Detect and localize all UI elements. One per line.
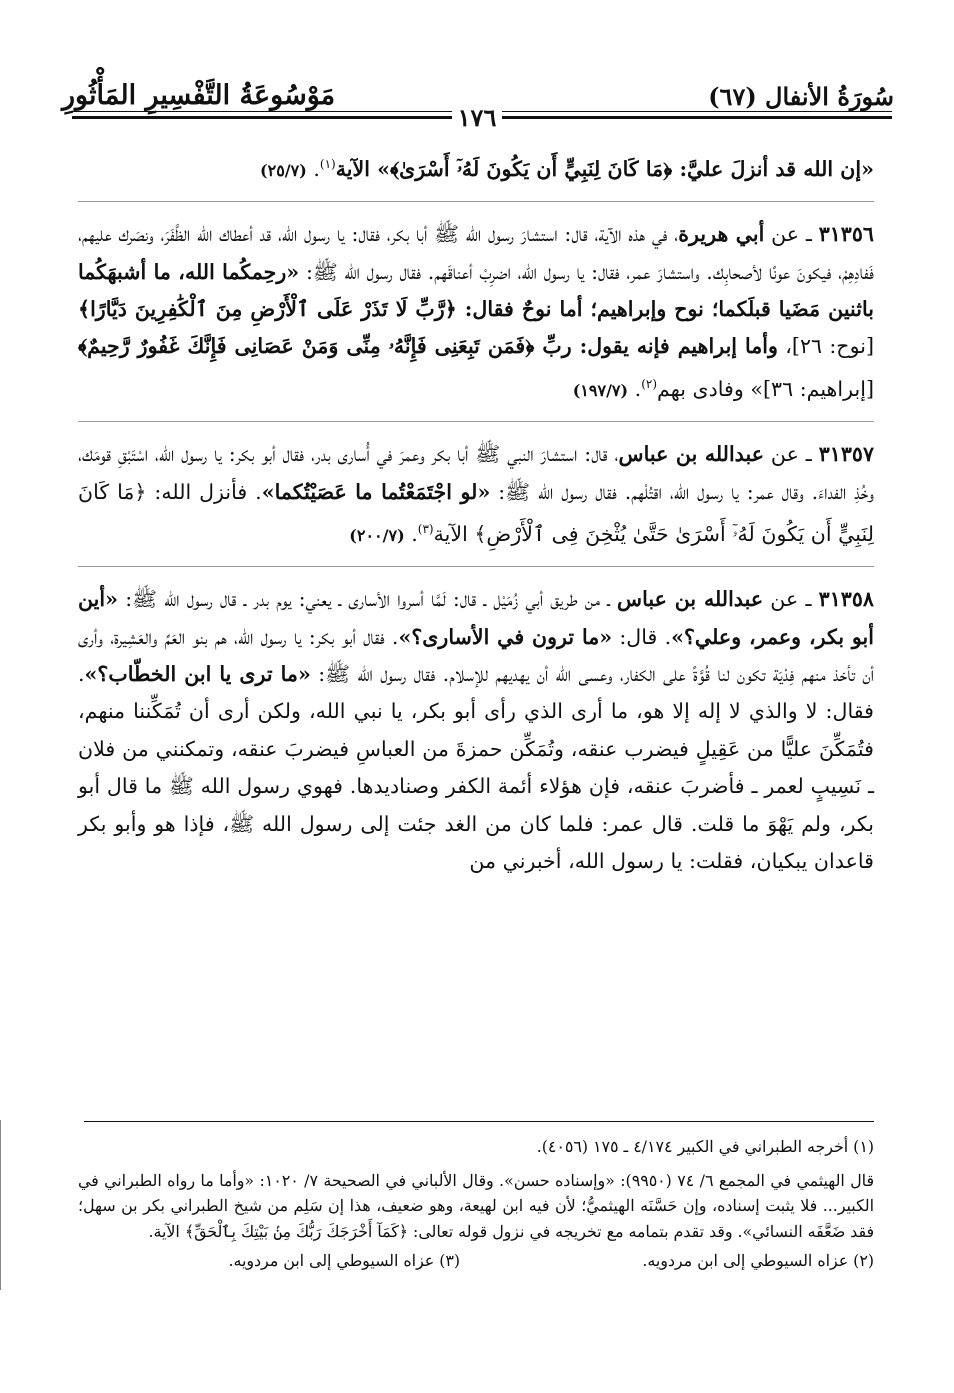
text-run: ، في هذه الآية، قال: استشارَ رسول الله ﷺ أبا بكر، فقال: يا رسول الله، قد أعطاك الله الظَّفَرَ، ونصَرك عليهم، فَفادِهِمْ، فيكونَ عونًا لأصحابِك. واستشارَ عمر، فقال: يا رسول الله، اضرِبْ أعناقَهم. فقال رسول الله ﷺ: [78, 222, 874, 284]
hadith-31356 [78, 216, 874, 409]
text-run: ـ عن [764, 442, 819, 467]
intro-tail: . [313, 156, 320, 181]
prophet-quote: «رحِمكُما الله، ما أشبهَكُما باثنين مَضَيا قبلَكما؛ نوح وإبراهيم؛ أما نوحٌ فقال: ﴿رَّبِّ لَا تَذَرْ عَلَى ٱلْأَرْضِ مِنَ ٱلْكَٰفِرِينَ دَيَّارًا﴾ [78, 259, 874, 322]
page-number: ١٧٦ [452, 103, 503, 132]
text-run: . فقال: لا والذي لا إله إلا هو، ما أرى الذي رأى أبو بكر، يا نبي الله، ولكن أرى أن تُمَكِّننا منهم، فتُمَكِّنَ عليًّا من عَقِيلٍ فيضرب عنقه، وتُمَكِّن حمزةَ من العباسِ فيضربَ عنقه، وتمكنني من فلان ـ نَسِيبٍ لعمر ـ فأضربَ عنقه، فإن هؤلاء أئمة الكفر وصناديدها. فهوي رسول الله ﷺ ما قال أبو بكر، ولم يَهْوَ ما قلت. قال عمر: فلما كان من الغد جئت إلى رسول الله ﷺ، فإذا هو وأبو بكر قاعدان يبكيان، فقلت: يا رسول الله، أخبرني من [78, 662, 874, 874]
text-run: . [404, 521, 418, 546]
footnote-marker: (٢) [641, 376, 658, 391]
text-run: . فقال أبو بكر: يا رسول الله، هم بنو العَمِّ والعَشِيرة، وأرى أن تأخذ منهم فِدْيَة تكون لنا قُوَّةً على الكفار، وعسى الله أن يهديهم للإسلام. فقال رسول الله ﷺ: [78, 624, 874, 687]
footnote-marker: (٣) [417, 521, 434, 536]
text-run: [إبراهيم: ٣٦]» وفادى بهم [657, 376, 874, 401]
intro-text: «إن الله قد أنزلَ عليَّ: ﴿مَا كَانَ لِنَبِيٍّ أَن يَكُونَ لَهُۥٓ أَسْرَىٰ﴾» الآية [335, 156, 874, 181]
footnote-1: (١) أخرجه الطبراني في الكبير ٤/١٧٤ ـ ١٧٥ (٤٠٥٦). [536, 1137, 874, 1156]
footnote-marker: (١) [319, 157, 336, 171]
text-run: ـ عن [763, 587, 819, 612]
text-run: ـ من طريق أبي زُمَيْل ـ قال: لَمَّا أسروا الأسارى ـ يعني: يوم بدر ـ قال رسول الله ﷺ: [118, 587, 617, 612]
separator [78, 201, 874, 202]
prophet-quote: وأما إبراهيم فإنه يقول: ربِّ ﴿فَمَن تَبِعَنِى فَإِنَّهُۥ مِنِّى وَمَنْ عَصَانِى فَإِنَّكَ غَفُورٌ رَّحِيمٌ﴾ [78, 334, 778, 359]
intro-paragraph [78, 146, 874, 189]
hadith-number: ٣١٣٥٧ [818, 442, 875, 467]
hadith-number: ٣١٣٥٦ [818, 222, 874, 247]
narrator: عبدالله بن عباس [618, 442, 764, 467]
prophet-quote: «أين أبو بكر، وعمر، وعلي؟» [78, 587, 874, 649]
separator [78, 566, 874, 567]
prophet-quote: «ما ترى يا ابن الخطّاب؟» [84, 662, 311, 687]
volume-reference: (٢٥/٧) [260, 160, 307, 180]
separator [78, 421, 874, 422]
scan-edge-line [0, 1120, 1, 1290]
text-run: . قال: [612, 624, 672, 649]
footnote-2: (٢) عزاه السيوطي إلى ابن مردويه. [642, 1251, 874, 1270]
narrator: عبدالله بن عباس [617, 587, 764, 612]
surah-title: سُورَةُ الأنفال (٦٧) [708, 82, 894, 111]
hadith-31357 [78, 436, 874, 554]
main-text [78, 146, 874, 880]
text-run: ، قال: استشارَ النبي ﷺ أبا بكر وعمرَ في أُسارى بدر، فقال أبو بكر: يا رسول الله، اسْتَبْقِ قومَك، وخُذِ الفداءَ. وقال عمر: يا رسول الله، اقتُلْهم. فقال رسول الله ﷺ: [78, 442, 874, 504]
text-run: ـ عن [764, 222, 819, 247]
hadith-number: ٣١٣٥٨ [818, 587, 874, 612]
volume-reference: (٢٠٠/٧) [349, 525, 405, 545]
book-title: مَوْسُوعَةُ التَّفْسِيرِ المَأْثُورِ [62, 80, 336, 111]
footnote-1-detail: قال الهيثمي في المجمع ٦/ ٧٤ (٩٩٥٠): «وإسناده حسن». وقال الألباني في الصحيحة ٧/ ١٠٢٠: «وأما ما رواه الطبراني في الكبير... فلا يثبت إسناده، وإن حَسَّنَه الهيثميُّ؛ لأن فيه ابن لهيعة، وهو ضعيف، هذا إن سَلِم من شيخ الطبراني بكر بن سهل؛ فقد ضَعَّفَه النسائي». وقد تقدم بتمامه مع تخريجه في نزول قوله تعالى: ﴿كَمَآ أَخْرَجَكَ رَبُّكَ مِنۢ بَيْتِكَ بِٱلْحَقِّ﴾ الآية. [78, 1170, 875, 1241]
footnote-rule [84, 1121, 874, 1122]
page-number-wrap [0, 103, 954, 132]
prophet-quote: «لو اجْتَمَعْتُما ما عَصَيْتُكما» [261, 479, 491, 504]
prophet-quote: «ما ترون في الأسارى؟» [398, 624, 613, 649]
text-run: [نوح: ٢٦]، [777, 334, 875, 359]
text-run: . فأنزل الله: ﴿مَا كَانَ لِنَبِيٍّ أَن يَكُونَ لَهُۥٓ أَسْرَىٰ حَتَّىٰ يُثْخِنَ فِى ٱلْأَرْضِ﴾ الآية [78, 479, 874, 546]
footnotes-2-3 [78, 1248, 874, 1274]
volume-reference: (١٩٧/٧) [572, 380, 629, 400]
footnote-3: (٣) عزاه السيوطي إلى ابن مردويه. [228, 1251, 461, 1270]
narrator: أبي هريرة [678, 222, 765, 247]
text-run: . [628, 376, 642, 401]
footnotes [78, 1134, 874, 1274]
hadith-31358 [78, 581, 874, 880]
